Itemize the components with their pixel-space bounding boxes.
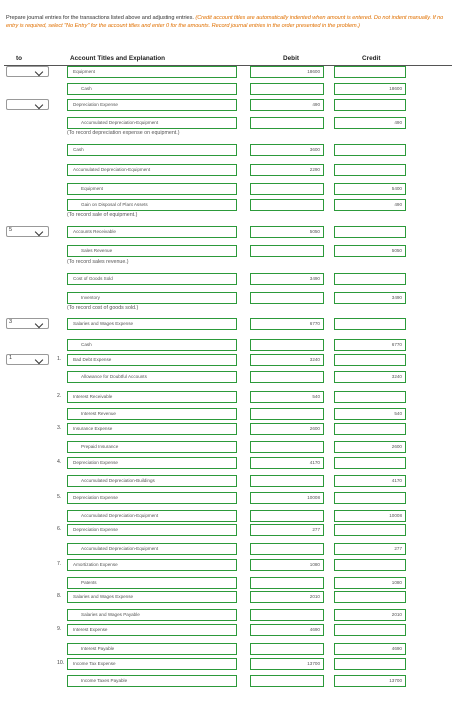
debit-field[interactable]: [250, 457, 324, 469]
account-title-field[interactable]: Salaries and Wages Expense: [67, 318, 237, 330]
journal-row: [0, 144, 456, 158]
account-title-field[interactable]: Patents: [67, 577, 237, 589]
instructions-normal: Prepare journal entries for the transactions listed above and adjusting entries.: [6, 15, 194, 21]
credit-field[interactable]: [334, 339, 406, 351]
journal-row: [0, 164, 456, 178]
debit-amount: 3600: [309, 147, 320, 152]
debit-amount: 2290: [309, 167, 320, 172]
journal-row: [0, 524, 456, 538]
credit-field[interactable]: [334, 675, 406, 687]
account-title-field[interactable]: Accumulated Depreciation-Equipment: [67, 164, 237, 176]
journal-row: [0, 624, 456, 638]
account-title-field[interactable]: Accounts Receivable: [67, 226, 237, 238]
journal-row: [0, 658, 456, 672]
date-select[interactable]: [6, 226, 49, 237]
debit-field[interactable]: [250, 408, 324, 420]
debit-amount: 2010: [309, 594, 320, 599]
chevron-down-icon: [35, 356, 43, 364]
credit-amount: 4170: [391, 478, 402, 483]
debit-field[interactable]: [250, 577, 324, 589]
entry-explanation: (To record sale of equipment.): [67, 212, 138, 218]
date-select-value: 1: [9, 355, 13, 361]
account-title-field[interactable]: Accumulated Depreciation-Equipment: [67, 510, 237, 522]
journal-row: [0, 591, 456, 605]
debit-field[interactable]: [250, 559, 324, 571]
journal-row: [0, 226, 456, 240]
journal-row: [0, 457, 456, 471]
journal-row: [0, 423, 456, 437]
debit-field[interactable]: [250, 658, 324, 670]
column-header-credit: Credit: [362, 55, 381, 62]
account-title-field[interactable]: Cash: [67, 83, 237, 95]
credit-amount: 3240: [391, 374, 402, 379]
debit-field[interactable]: [250, 524, 324, 536]
journal-row: [0, 66, 456, 80]
entry-number: 8.: [57, 593, 62, 599]
chevron-down-icon: [35, 228, 43, 236]
debit-field[interactable]: [250, 371, 324, 383]
credit-field[interactable]: [334, 524, 406, 536]
credit-field[interactable]: [334, 577, 406, 589]
credit-field[interactable]: [334, 83, 406, 95]
journal-row: [0, 354, 456, 368]
credit-field[interactable]: [334, 559, 406, 571]
account-title-field[interactable]: Interest Revenue: [67, 408, 237, 420]
credit-amount: 4690: [391, 646, 402, 651]
debit-field[interactable]: [250, 475, 324, 487]
credit-field[interactable]: [334, 643, 406, 655]
journal-row: [0, 99, 456, 113]
credit-field[interactable]: [334, 510, 406, 522]
date-select[interactable]: [6, 354, 49, 365]
date-select[interactable]: [6, 66, 49, 77]
instructions-warning: (Credit account titles are automatically indented when amount is entered. Do not indent manually. If no entry is required, select "No Entry" for the account titles and enter 0 for the amounts. Record journal entries in the order presented in the problem.): [6, 15, 444, 29]
instructions-text: [6, 14, 446, 30]
credit-amount: 6770: [391, 342, 402, 347]
debit-field[interactable]: [250, 543, 324, 555]
entry-number: 9.: [57, 626, 62, 632]
account-title-field[interactable]: Interest Expense: [67, 624, 237, 636]
credit-amount: 13700: [389, 678, 402, 683]
account-title-field[interactable]: Bad Debt Expense: [67, 354, 237, 366]
credit-amount: 2600: [391, 444, 402, 449]
debit-amount: 1080: [309, 562, 320, 567]
credit-field[interactable]: [334, 164, 406, 176]
debit-field[interactable]: [250, 226, 324, 238]
journal-row: [0, 441, 456, 455]
debit-field[interactable]: [250, 391, 324, 403]
debit-field[interactable]: [250, 83, 324, 95]
credit-amount: 1080: [391, 580, 402, 585]
account-title-field[interactable]: Income Tax Expense: [67, 658, 237, 670]
date-select-value: 3: [9, 319, 13, 325]
chevron-down-icon: [35, 101, 43, 109]
account-title-field[interactable]: Cash: [67, 144, 237, 156]
chevron-down-icon: [35, 68, 43, 76]
account-title-field[interactable]: Accumulated Depreciation-Buildings: [67, 475, 237, 487]
table-header: [4, 54, 452, 66]
credit-field[interactable]: [334, 492, 406, 504]
account-title-field[interactable]: Accumulated Depreciation-Equipment: [67, 117, 237, 129]
journal-row: [0, 643, 456, 657]
debit-field[interactable]: [250, 609, 324, 621]
debit-field[interactable]: [250, 144, 324, 156]
debit-amount: 6770: [309, 321, 320, 326]
credit-field[interactable]: [334, 273, 406, 285]
account-title-field[interactable]: Salaries and Wages Payable: [67, 609, 237, 621]
credit-field[interactable]: [334, 423, 406, 435]
debit-amount: 13700: [307, 661, 320, 666]
debit-field[interactable]: [250, 441, 324, 453]
debit-amount: 3240: [309, 357, 320, 362]
credit-amount: 540: [394, 411, 402, 416]
credit-field[interactable]: [334, 457, 406, 469]
journal-row: [0, 183, 456, 197]
credit-field[interactable]: [334, 144, 406, 156]
credit-field[interactable]: [334, 609, 406, 621]
account-title-field[interactable]: Insurance Expense: [67, 423, 237, 435]
journal-row: [0, 83, 456, 97]
journal-row: [0, 675, 456, 689]
account-title-field[interactable]: Gain on Disposal of Plant Assets: [67, 199, 237, 211]
journal-row: [0, 391, 456, 405]
account-title-field[interactable]: Cost of Goods Sold: [67, 273, 237, 285]
credit-amount: 10008: [389, 513, 402, 518]
account-title-field[interactable]: Depreciation Expense: [67, 99, 237, 111]
account-title-field[interactable]: Cash: [67, 339, 237, 351]
debit-field[interactable]: [250, 99, 324, 111]
debit-amount: 10008: [307, 495, 320, 500]
account-title-field[interactable]: Salaries and Wages Expense: [67, 591, 237, 603]
entry-explanation: (To record cost of goods sold.): [67, 305, 139, 311]
date-select[interactable]: [6, 99, 49, 110]
date-select-value: 5: [9, 227, 13, 233]
debit-field[interactable]: [250, 354, 324, 366]
entry-number: 3.: [57, 425, 62, 431]
account-title-field[interactable]: Equipment: [67, 66, 237, 78]
journal-row: [0, 273, 456, 287]
credit-field[interactable]: [334, 543, 406, 555]
debit-field[interactable]: [250, 423, 324, 435]
credit-field[interactable]: [334, 66, 406, 78]
credit-field[interactable]: [334, 391, 406, 403]
column-header-account: Account Titles and Explanation: [70, 55, 166, 62]
credit-amount: 5400: [391, 186, 402, 191]
credit-field[interactable]: [334, 245, 406, 257]
debit-field[interactable]: [250, 117, 324, 129]
journal-row: [0, 577, 456, 591]
account-title-field[interactable]: Accumulated Depreciation-Equipment: [67, 543, 237, 555]
account-title-field[interactable]: Sales Revenue: [67, 245, 237, 257]
credit-field[interactable]: [334, 354, 406, 366]
debit-field[interactable]: [250, 199, 324, 211]
entry-number: 5.: [57, 494, 62, 500]
credit-field[interactable]: [334, 226, 406, 238]
credit-amount: 18600: [389, 86, 402, 91]
entry-number: 2.: [57, 393, 62, 399]
debit-amount: 277: [312, 527, 320, 532]
credit-amount: 2010: [391, 612, 402, 617]
debit-amount: 3490: [309, 276, 320, 281]
journal-row: [0, 199, 456, 213]
journal-row: [0, 559, 456, 573]
debit-field[interactable]: [250, 492, 324, 504]
credit-field[interactable]: [334, 371, 406, 383]
credit-field[interactable]: [334, 183, 406, 195]
journal-row: [0, 609, 456, 623]
credit-field[interactable]: [334, 199, 406, 211]
account-title-field[interactable]: Inventory: [67, 292, 237, 304]
entry-number: 4.: [57, 459, 62, 465]
debit-field[interactable]: [250, 164, 324, 176]
credit-field[interactable]: [334, 441, 406, 453]
debit-amount: 490: [312, 102, 320, 107]
journal-row: [0, 339, 456, 353]
credit-field[interactable]: [334, 408, 406, 420]
debit-field[interactable]: [250, 624, 324, 636]
journal-row: [0, 492, 456, 506]
debit-field[interactable]: [250, 318, 324, 330]
journal-row: [0, 408, 456, 422]
account-title-field[interactable]: Allowance for Doubtful Accounts: [67, 371, 237, 383]
debit-amount: 2600: [309, 426, 320, 431]
account-title-field[interactable]: Prepaid Insurance: [67, 441, 237, 453]
journal-row: [0, 510, 456, 524]
account-title-field[interactable]: Interest Receivable: [67, 391, 237, 403]
debit-field[interactable]: [250, 643, 324, 655]
debit-field[interactable]: [250, 66, 324, 78]
credit-field[interactable]: [334, 117, 406, 129]
credit-amount: 490: [394, 202, 402, 207]
debit-field[interactable]: [250, 292, 324, 304]
credit-amount: 5050: [391, 248, 402, 253]
credit-field[interactable]: [334, 658, 406, 670]
credit-field[interactable]: [334, 292, 406, 304]
entry-number: 1.: [57, 356, 62, 362]
credit-field[interactable]: [334, 475, 406, 487]
date-select[interactable]: [6, 318, 49, 329]
credit-amount: 277: [394, 546, 402, 551]
journal-row: [0, 543, 456, 557]
account-title-field[interactable]: Depreciation Expense: [67, 492, 237, 504]
account-title-field[interactable]: Equipment: [67, 183, 237, 195]
journal-row: [0, 371, 456, 385]
debit-field[interactable]: [250, 183, 324, 195]
journal-row: [0, 318, 456, 332]
credit-amount: 490: [394, 120, 402, 125]
chevron-down-icon: [35, 320, 43, 328]
journal-row: [0, 475, 456, 489]
entry-number: 10.: [57, 660, 65, 666]
debit-field[interactable]: [250, 591, 324, 603]
debit-field[interactable]: [250, 675, 324, 687]
journal-row: [0, 117, 456, 131]
account-title-field[interactable]: Depreciation Expense: [67, 524, 237, 536]
journal-row: [0, 245, 456, 259]
entry-number: 7.: [57, 561, 62, 567]
account-title-field[interactable]: Amortization Expense: [67, 559, 237, 571]
account-title-field[interactable]: Depreciation Expense: [67, 457, 237, 469]
debit-field[interactable]: [250, 245, 324, 257]
credit-field[interactable]: [334, 318, 406, 330]
debit-amount: 5050: [309, 229, 320, 234]
debit-field[interactable]: [250, 510, 324, 522]
debit-amount: 18600: [307, 69, 320, 74]
debit-field[interactable]: [250, 339, 324, 351]
column-header-to: to: [16, 55, 23, 62]
debit-field[interactable]: [250, 273, 324, 285]
credit-amount: 3490: [391, 295, 402, 300]
credit-field[interactable]: [334, 624, 406, 636]
debit-amount: 4170: [309, 460, 320, 465]
credit-field[interactable]: [334, 99, 406, 111]
credit-field[interactable]: [334, 591, 406, 603]
debit-amount: 540: [312, 394, 320, 399]
entry-number: 6.: [57, 526, 62, 532]
entry-explanation: (To record depreciation expense on equipment.): [67, 130, 180, 136]
entry-explanation: (To record sales revenue.): [67, 259, 129, 265]
column-header-debit: Debit: [283, 55, 299, 62]
account-title-field[interactable]: Income Taxes Payable: [67, 675, 237, 687]
debit-amount: 4690: [309, 627, 320, 632]
journal-row: [0, 292, 456, 306]
account-title-field[interactable]: Interest Payable: [67, 643, 237, 655]
